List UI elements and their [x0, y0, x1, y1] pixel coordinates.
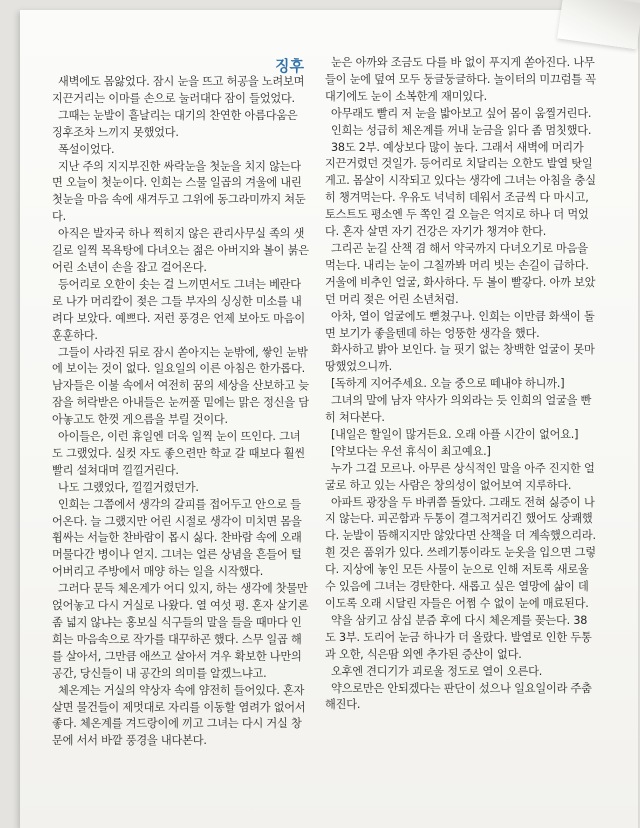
paragraph: 폭설이었다.: [58, 142, 115, 156]
dialogue-line: [독하게 지어주세요. 오늘 중으로 떼내야 하니까.]: [331, 377, 565, 391]
paragraph: 인희는 성급히 체온계를 꺼내 눈금을 읽다 좀 멈칫했다.: [331, 123, 592, 137]
paragraph: 새벽에도 몸앓었다. 잠시 눈을 뜨고 허공을 노려보며 지끈거리는 이마를 손으로 눌러대다 잠이 들었었다.: [52, 75, 305, 105]
paragraph: 지난 주의 지지부진한 싸락눈을 첫눈을 치지 않는다면 오늘이 첫눈이다. 인희는 스물 일곱의 겨울에 내린 첫눈을 마음 속에 새겨두고 그위에 동그라미까지 쳐둔다.: [52, 159, 306, 224]
paragraph: 그들이 사라진 뒤로 잠시 쏟아지는 눈밖에, 쌓인 눈밖에 보이는 것이 없다. 일요일의 이른 아침은 한가롭다. 남자들은 이불 속에서 여전히 꿈의 세상을 산보하고 늦잠을 허락받은 아내들은 눈꺼풀 밑에는 맑은 정신을 담아놓고도 한껏 게으름을 부릴 것이다.: [52, 345, 309, 427]
paragraph: 아이들은, 이런 휴일엔 더욱 일찍 눈이 뜨인다. 그녀도 그랬었다. 실컷 자도 좋으련만 학교 갈 때보다 훨씬 빨리 설쳐대며 낄낄거린다.: [52, 430, 305, 477]
paragraph: 아무래도 빨리 저 눈을 밟아보고 싶어 몸이 움찔거린다.: [331, 106, 592, 120]
paragraph: 인희는 그쯤에서 생각의 갈피를 접어두고 안으로 들어온다. 늘 그랬지만 어린 시절로 생각이 미치면 몸을 휩싸는 서늘한 찬바람이 몹시 싫다. 찬바람 속에 오래 머물다간 병이나 얻지. 그녀는 얼른 상념을 흔들어 털어버리고 주방에서 매양 하는 일을 시작했다.: [52, 497, 302, 579]
paragraph: 오후엔 견디기가 괴로울 정도로 열이 오른다.: [331, 664, 543, 678]
paragraph: 약으로만은 안되겠다는 판단이 섰으나 일요일이라 주춤해진다.: [325, 681, 592, 712]
paragraph: 나도 그랬었다, 낄낄거렸던가.: [58, 480, 199, 494]
paragraph: 아차, 열이 얼굴에도 뻗쳤구나. 인희는 이만큼 화색이 돌면 보기가 좋을텐데 하는 엉뚱한 생각을 했다.: [325, 309, 595, 340]
paragraph: 그리곤 눈길 산책 겸 해서 약국까지 다녀오기로 마음을 먹는다. 내리는 눈이 그칠까봐 머리 빗는 손길이 급하다. 거울에 비추인 얼굴, 화사하다. 두 볼이 빨갛다. 아까 보았던 머리 젖은 어린 소년처럼.: [325, 241, 596, 306]
dialogue-line: [내일은 할일이 많거든요. 오래 아플 시간이 없어요.]: [331, 427, 579, 441]
paragraph: 체온계는 거실의 약상자 속에 얌전히 들어있다. 혼자 살면 물건들이 제멋대로 자리를 이동할 염려가 없어서 좋다. 체온계를 겨드랑이에 끼고 그녀는 다시 거실 창문에 서서 바깥 풍경을 내다본다.: [52, 683, 306, 748]
paragraph: 아직은 발자국 하나 찍히지 않은 관리사무실 족의 샛길로 일찍 목욕탕에 다녀오는 젊은 아버지와 볼이 붉은 어린 소년이 손을 잡고 걸어온다.: [52, 227, 309, 274]
paragraph: 38도 2부. 예상보다 많이 높다. 그래서 새벽에 머리가 지끈거렸던 것일가. 등어리로 치달리는 오한도 발열 탓일게고. 몸살이 시작되고 있다는 생각에 그녀는 아침을 충실히 챙겨먹는다. 우유도 넉넉히 데워서 조금씩 다 마시고, 토스트도 평소엔 두 쪽인 걸 오늘은 억지로 하나 더 먹었다. 혼자 살면 자기 건강은 자기가 챙겨야 한다.: [325, 140, 596, 239]
paragraph: 그때는 눈발이 흩날리는 대기의 찬연한 아름다움은 징후조차 느끼지 못했었다.: [52, 108, 298, 139]
story-title: 징후: [275, 57, 304, 75]
paragraph: 누가 그걸 모르나. 아무른 상식적인 말을 아주 진지한 얼굴로 하고 있는 사람은 창의성이 없어보여 지루하다.: [325, 461, 595, 492]
right-column: [325, 52, 597, 714]
paragraph: 약을 삼키고 삼십 분즘 후에 다시 체온계를 꽂는다. 38도 3부. 도리어 눈금 하나가 더 올랐다. 발열로 인한 두통과 오한, 식은땀 외엔 추가된 증산이 없다.: [325, 613, 592, 661]
paragraph: 그러다 문득 체온계가 어디 있지, 하는 생각에 찻물만 얹어놓고 다시 거실로 나왔다. 열 여섯 평. 혼자 살기론 좀 넓지 않냐는 홍보실 식구들의 말을 들을 때마다 인희는 마음속으로 작가를 대꾸하곤 했다. 스무 일곱 해를 살아서, 그만큼 애쓰고 살아서 겨우 확보한 나만의 공간, 당신들이 내 공간의 의미를 알겠느냐고.: [52, 582, 309, 680]
dialogue-line: [약보다는 우선 휴식이 최고예요.]: [331, 444, 491, 458]
paragraph: 화사하고 밝아 보인다. 늘 핏기 없는 창백한 얼굴이 못마땅했었으니까.: [325, 343, 595, 374]
left-column: [52, 52, 310, 750]
paragraph: 눈은 아까와 조금도 다를 바 없이 푸지게 쏟아진다. 나무들이 눈에 덮여 모두 둥글둥글하다. 놀이터의 미끄럼틀 꼭대기에도 눈이 소복한게 재미있다.: [325, 56, 596, 103]
paragraph: 등어리로 오한이 솟는 걸 느끼면서도 그녀는 베란다로 나가 머리칼이 젖은 그들 부자의 싱싱한 미소를 내려다 보았다. 예쁘다. 저런 풍경은 언제 보아도 마음이 훈훈하다.: [52, 277, 305, 342]
paragraph: 아파트 광장을 두 바퀴쯤 돌았다. 그래도 전혀 싫증이 나지 않는다. 피곤함과 두통이 결그적거리긴 했어도 상쾌했다. 눈발이 뜸해지지만 않았다면 산책을 더 계속했으리라. 흰 것은 품위가 있다. 쓰레기통이라도 눈옷을 입으면 그렇다. 지상에 놓인 모든 사물이 눈으로 인해 저토록 새로울 수 있음에 그녀는 경탄한다. 새롭고 싶은 열망에 삶이 데이도록 오래 시달린 자들은 어쩜 수 없이 눈에 매료된다.: [325, 495, 596, 610]
paragraph: 그녀의 말에 남자 약사가 의외라는 듯 인희의 얼굴을 빤히 쳐다본다.: [325, 394, 592, 425]
